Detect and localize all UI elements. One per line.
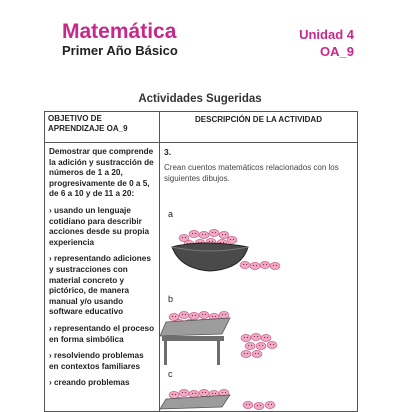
objective-item: › creando problemas [49, 378, 130, 388]
page-header [0, 0, 400, 70]
unit-label: Unidad 4 [299, 27, 354, 42]
activity-description: Crean cuentos matemáticos relacionados con los siguientes dibujos. [164, 163, 339, 183]
objective-cell [45, 143, 160, 412]
objective-item: › usando un lenguaje cotidiano para describir acciones desde su propia experiencia [49, 205, 150, 247]
picture-label-a: a [168, 209, 174, 219]
description-column-header: DESCRIPCIÓN DE LA ACTIVIDAD [160, 112, 358, 143]
activity-illustrations [160, 143, 366, 411]
objective-code: OA_9 [320, 44, 354, 59]
activity-number: 3. [164, 147, 172, 157]
objective-statement: Demostrar que comprende la adición y sustracción de números de 1 a 20, progresivamente de 0 a 5, de 6 a 10 y de 11 a 20: [49, 147, 154, 199]
bowl-illustration [172, 229, 280, 271]
objective-item: › resolviendo problemas en contextos familiares [49, 351, 144, 371]
objective-item: › representando el proceso en forma simbólica [49, 323, 155, 344]
objective-item: › representando adiciones y sustracciones con material concreto y pictórico, de manera manual y/o usando software educativo [49, 254, 151, 317]
table-illustration-b [160, 311, 277, 365]
objective-column-header: OBJETIVO DE APRENDIZAJE OA_9 [45, 112, 160, 143]
picture-label-b: b [168, 294, 174, 304]
picture-label-c: c [168, 369, 173, 379]
subject-title: Matemática [62, 20, 177, 43]
activities-table [44, 111, 358, 412]
grade-label: Primer Año Básico [62, 43, 178, 58]
description-cell [160, 143, 358, 412]
section-title: Actividades Sugeridas [138, 93, 262, 105]
